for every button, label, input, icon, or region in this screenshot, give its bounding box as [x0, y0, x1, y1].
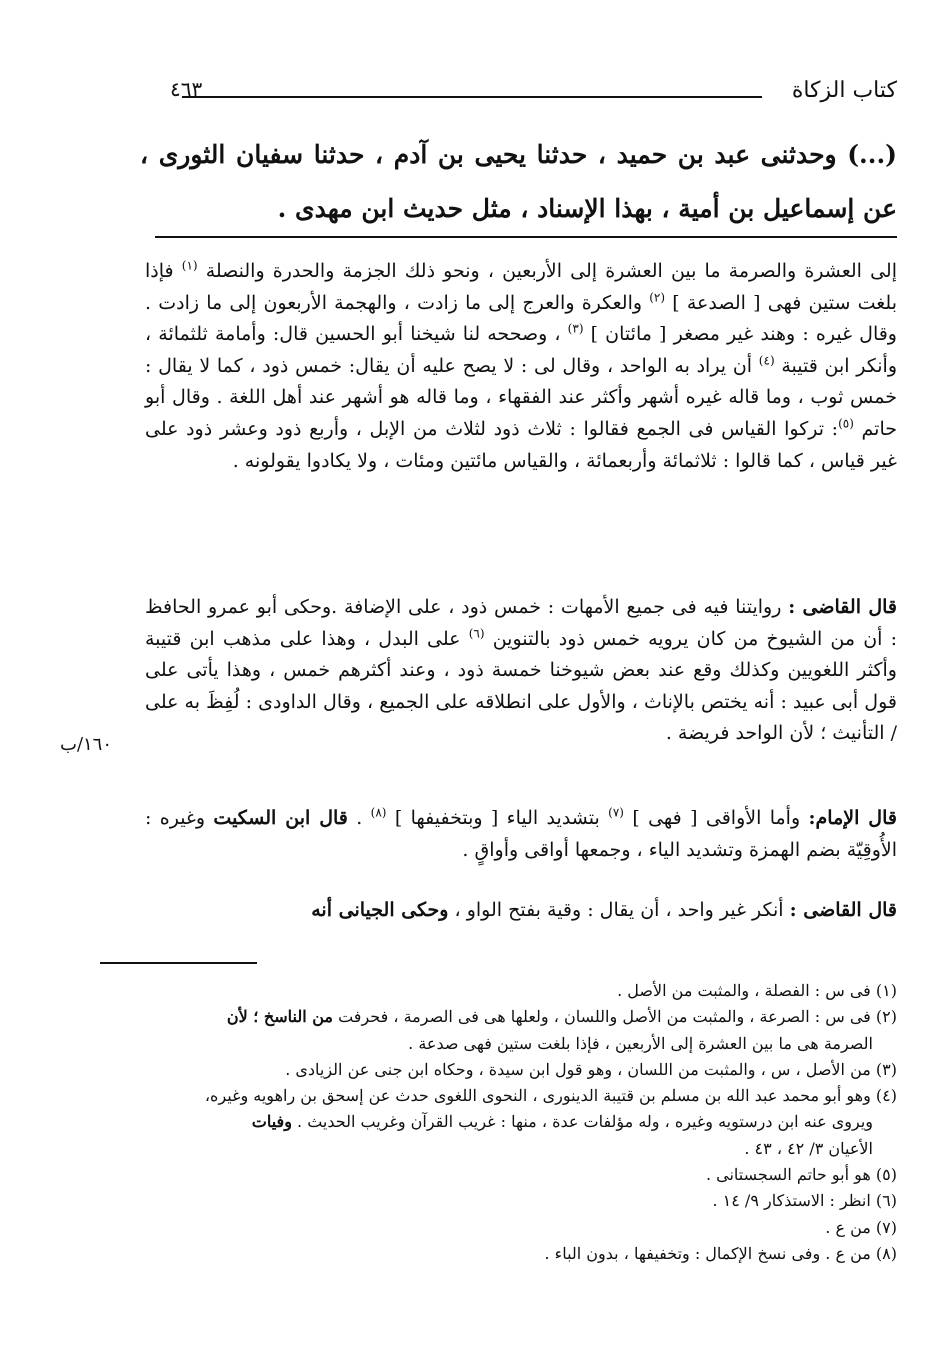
text-run: من الناسخ ؛ لأن	[226, 1007, 333, 1027]
text-run: أنكر غير واحد ، أن يقال : وقية بفتح الواو ،	[454, 899, 784, 921]
footnote-5: (٥) هو أبو حاتم السجستانى .	[705, 1165, 897, 1185]
hadith-rule	[155, 236, 897, 238]
footnote-8: (٨) من ع . وفى نسخ الإكمال : وتخفيفها ، بدون الباء .	[544, 1243, 897, 1263]
footnote-4-continued	[130, 1109, 897, 1135]
speaker-label: قال ابن السكيت	[213, 807, 348, 829]
speaker-label: قال الإمام:	[808, 807, 897, 829]
text-run: ، وصححه لنا شيخنا أبو الحسين قال: وأمامة ثلثمائة ، وأنكر ابن قتيبة	[145, 323, 898, 377]
footnote-2	[130, 1004, 897, 1030]
text-run: ويروى عنه ابن درستويه وغيره ، وله مؤلفات عدة ، منها : غريب القرآن وغريب الحديث .	[297, 1112, 873, 1132]
text-run: فإذا بلغت ستين فهى [ الصدعة ]	[145, 260, 897, 314]
text-run: : تركوا القياس فى الجمع فقالوا : ثلاث ذود لثلاث من الإبل ، وأربع ذود وعشر ذود على غير قياس ، كما قالوا : ثلاثمائة وأربعمائة ، والقياس مائتين ومئات ، ولا يكادوا يقولونه .	[145, 417, 897, 472]
footnote-ref-5: (٥)	[838, 416, 854, 431]
page-number: ٤٦٣	[170, 77, 203, 101]
footnote-ref-6: (٦)	[468, 626, 485, 641]
text-run: وأما الأواقى [ فهى ]	[632, 807, 801, 829]
text-run: بتشديد الياء [ وبتخفيفها ]	[394, 807, 600, 829]
footnote-4-continued-2: الأعيان ٣/ ٤٢ ، ٤٣ .	[744, 1138, 873, 1158]
footnote-6: (٦) انظر : الاستذكار ٩/ ١٤ .	[712, 1191, 897, 1211]
footnotes-rule	[100, 962, 257, 964]
commentary-paragraph-2	[145, 592, 897, 750]
speaker-label: قال القاضى :	[789, 899, 897, 921]
header-rule	[182, 96, 762, 98]
footnote-3: (٣) من الأصل ، س ، والمثبت من اللسان ، وهو قول ابن سيدة ، وحكاه ابن جنى عن الزيادى .	[285, 1059, 897, 1079]
footnote-ref-8: (٨)	[370, 805, 387, 820]
footnote-ref-1: (١)	[181, 258, 198, 273]
text-run: .	[356, 807, 363, 829]
text-run: روايتنا فيه فى جميع الأمهات : خمس ذود ، على الإضافة .وحكى أبو عمرو الحافظ : أن من الشيوخ من كان يرويه خمس ذود بالتنوين	[145, 596, 898, 650]
hadith-text: (...) وحدثنى عبد بن حميد ، حدثنا يحيى بن آدم ، حدثنا سفيان الثورى ، عن إسماعيل بن أمية ، بهذا الإسناد ، مثل حديث ابن مهدى .	[140, 140, 897, 223]
commentary-paragraph-1	[145, 256, 897, 477]
footnote-2-continued: الصرمة هى ما بين العشرة إلى الأربعين ، فإذا بلغت ستين فهى صدعة .	[408, 1033, 873, 1053]
footnote-ref-2: (٢)	[649, 290, 666, 305]
manuscript-folio-marker: ١٦٠/ب	[60, 734, 113, 755]
commentary-paragraph-4	[145, 895, 897, 927]
footnote-ref-3: (٣)	[567, 321, 584, 336]
footnote-ref-4: (٤)	[758, 353, 775, 368]
footnote-ref-7: (٧)	[608, 805, 624, 820]
text-run: وفيات	[251, 1112, 292, 1132]
text-run: والعكرة والعرج إلى ما زادت ، والهجمة الأربعون إلى ما زادت . وقال غيره : وهند غير مصغر [ مائتان ]	[145, 291, 897, 346]
footnote-7: (٧) من ع .	[825, 1217, 897, 1237]
text-run: إلى العشرة والصرمة ما بين العشرة إلى الأربعين ، ونحو ذلك الجزمة والحدرة والنصلة	[205, 260, 897, 282]
page-header-title: كتاب الزكاة	[791, 78, 897, 103]
text-run: (٢) فى س : الصرعة ، والمثبت من الأصل واللسان ، ولعلها هى فى الصرمة ، فحرفت	[338, 1007, 897, 1027]
text-run: وغيره : الأُوقِيّة بضم الهمزة وتشديد الياء ، وجمعها أواقى وأواقٍ .	[145, 807, 897, 861]
text-run: على البدل ، وهذا على مذهب ابن قتيبة وأكثر اللغويين وكذلك وقع عند بعض شيوخنا خمسة ذود ، وعند أكثرهم خمس ، وهذا يأتى على قول أبى عبيد : أنه يختص بالإناث ، والأول على انطلاقه على الجميع ، وقال الداودى : لُفِظَ به على / التأنيث ؛ لأن الواحد فريضة .	[145, 627, 897, 745]
commentary-paragraph-3	[145, 803, 897, 866]
footnotes	[130, 978, 897, 1267]
text-run: أن يراد به الواحد ، وقال لى : لا يصح عليه أن يقال: خمس ذود ، كما لا يقال : خمس ثوب ، وما قاله غيره أشهر وأكثر عند الفقهاء ، وما قاله هو أشهر عند أهل اللغة . وقال أبو حاتم	[145, 354, 897, 440]
speaker-label: وحكى الجيانى أنه	[311, 899, 449, 921]
footnote-1: (١) فى س : الفصلة ، والمثبت من الأصل .	[617, 981, 897, 1000]
speaker-label: قال القاضى :	[788, 596, 898, 618]
footnote-4: (٤) وهو أبو محمد عبد الله بن مسلم بن قتيبة الدينورى ، النحوى اللغوى حدث عن إسحق بن راهويه وغيره،	[204, 1086, 897, 1106]
